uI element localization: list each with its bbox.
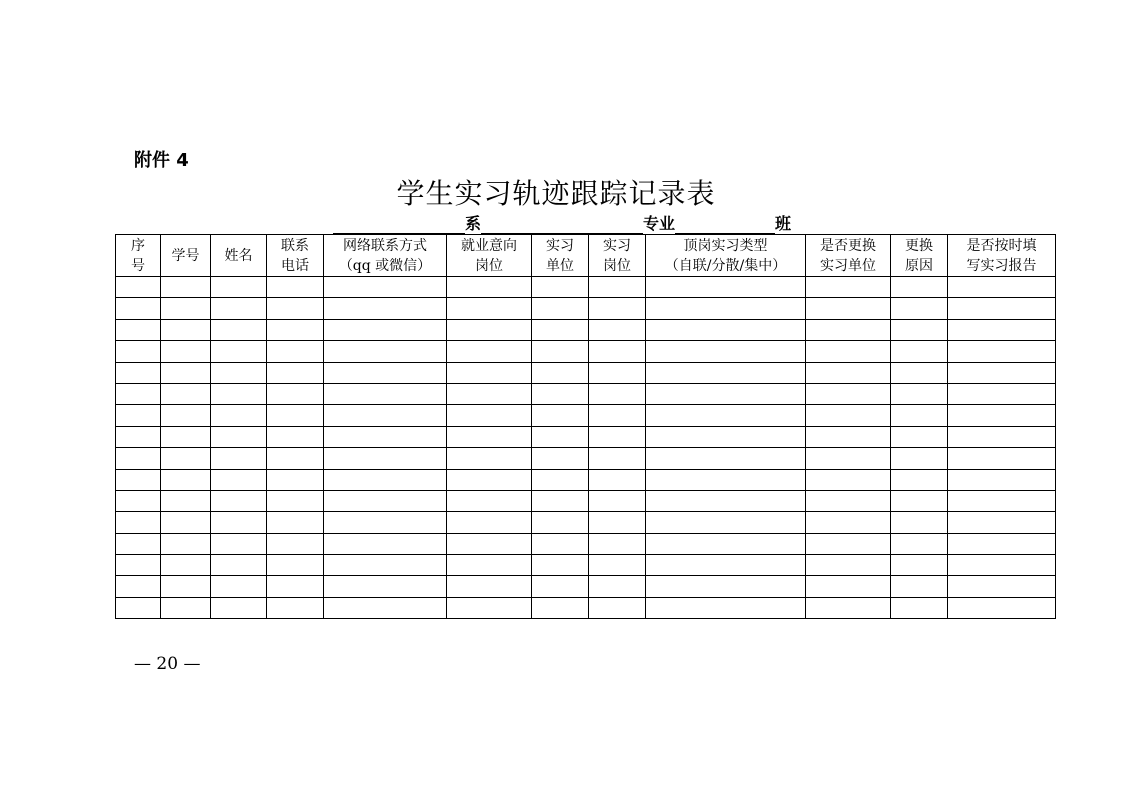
table-cell[interactable] bbox=[116, 341, 161, 362]
table-cell[interactable] bbox=[267, 469, 324, 490]
table-cell[interactable] bbox=[116, 405, 161, 426]
department-label: 系 bbox=[465, 214, 482, 233]
table-cell[interactable] bbox=[589, 597, 646, 618]
header-internship-unit: 实习 单位 bbox=[532, 235, 589, 277]
department-blank[interactable] bbox=[333, 215, 465, 234]
table-cell[interactable] bbox=[948, 405, 1056, 426]
table-cell[interactable] bbox=[532, 383, 589, 404]
table-cell[interactable] bbox=[447, 469, 532, 490]
table-cell[interactable] bbox=[891, 405, 948, 426]
table-cell[interactable] bbox=[267, 426, 324, 447]
table-cell[interactable] bbox=[806, 490, 891, 511]
table-row bbox=[116, 448, 1056, 469]
table-cell[interactable] bbox=[891, 298, 948, 319]
table-cell[interactable] bbox=[532, 341, 589, 362]
header-student-id: 学号 bbox=[161, 235, 211, 277]
table-cell[interactable] bbox=[646, 277, 806, 298]
table-cell[interactable] bbox=[447, 597, 532, 618]
header-online-contact: 网络联系方式 （qq 或微信） bbox=[324, 235, 447, 277]
table-row bbox=[116, 490, 1056, 511]
table-cell[interactable] bbox=[267, 555, 324, 576]
table-cell[interactable] bbox=[646, 490, 806, 511]
table-cell[interactable] bbox=[211, 490, 267, 511]
table-cell[interactable] bbox=[806, 469, 891, 490]
table-cell[interactable] bbox=[211, 426, 267, 447]
table-cell[interactable] bbox=[891, 576, 948, 597]
table-cell[interactable] bbox=[948, 555, 1056, 576]
table-cell[interactable] bbox=[267, 341, 324, 362]
class-blank[interactable] bbox=[675, 215, 775, 234]
table-cell[interactable] bbox=[211, 469, 267, 490]
table-cell[interactable] bbox=[948, 426, 1056, 447]
table-row bbox=[116, 362, 1056, 383]
table-cell[interactable] bbox=[211, 298, 267, 319]
table-cell[interactable] bbox=[891, 533, 948, 554]
table-row bbox=[116, 512, 1056, 533]
table-cell[interactable] bbox=[806, 448, 891, 469]
table-cell[interactable] bbox=[211, 405, 267, 426]
table-cell[interactable] bbox=[324, 512, 447, 533]
table-cell[interactable] bbox=[891, 490, 948, 511]
table-cell[interactable] bbox=[646, 448, 806, 469]
header-name: 姓名 bbox=[211, 235, 267, 277]
table-cell[interactable] bbox=[646, 405, 806, 426]
table-cell[interactable] bbox=[589, 405, 646, 426]
table-cell[interactable] bbox=[116, 277, 161, 298]
table-cell[interactable] bbox=[806, 298, 891, 319]
table-cell[interactable] bbox=[589, 319, 646, 340]
table-row bbox=[116, 405, 1056, 426]
header-internship-type: 顶岗实习类型 （自联/分散/集中） bbox=[646, 235, 806, 277]
table-cell[interactable] bbox=[116, 512, 161, 533]
table-cell[interactable] bbox=[806, 597, 891, 618]
table-cell[interactable] bbox=[891, 319, 948, 340]
table-cell[interactable] bbox=[267, 298, 324, 319]
header-internship-position: 实习 岗位 bbox=[589, 235, 646, 277]
table-cell[interactable] bbox=[589, 555, 646, 576]
table-cell[interactable] bbox=[589, 341, 646, 362]
table-cell[interactable] bbox=[116, 319, 161, 340]
table-cell[interactable] bbox=[806, 533, 891, 554]
table-cell[interactable] bbox=[948, 448, 1056, 469]
table-cell[interactable] bbox=[211, 555, 267, 576]
table-cell[interactable] bbox=[948, 597, 1056, 618]
table-cell[interactable] bbox=[116, 426, 161, 447]
table-cell[interactable] bbox=[324, 533, 447, 554]
table-cell[interactable] bbox=[646, 555, 806, 576]
table-cell[interactable] bbox=[891, 277, 948, 298]
table-cell[interactable] bbox=[267, 362, 324, 383]
table-cell[interactable] bbox=[646, 576, 806, 597]
table-cell[interactable] bbox=[447, 512, 532, 533]
table-cell[interactable] bbox=[267, 490, 324, 511]
table-cell[interactable] bbox=[161, 555, 211, 576]
table-cell[interactable] bbox=[267, 277, 324, 298]
table-row bbox=[116, 576, 1056, 597]
attachment-label: 附件 4 bbox=[134, 150, 189, 171]
table-cell[interactable] bbox=[532, 319, 589, 340]
table-cell[interactable] bbox=[267, 319, 324, 340]
table-cell[interactable] bbox=[161, 426, 211, 447]
table-cell[interactable] bbox=[324, 405, 447, 426]
table-cell[interactable] bbox=[324, 298, 447, 319]
table-cell[interactable] bbox=[447, 362, 532, 383]
table-cell[interactable] bbox=[806, 426, 891, 447]
table-row bbox=[116, 533, 1056, 554]
table-cell[interactable] bbox=[161, 319, 211, 340]
table-cell[interactable] bbox=[532, 533, 589, 554]
table-row bbox=[116, 277, 1056, 298]
table-row bbox=[116, 555, 1056, 576]
table-cell[interactable] bbox=[211, 448, 267, 469]
table-body bbox=[116, 277, 1056, 619]
table-cell[interactable] bbox=[891, 469, 948, 490]
table-cell[interactable] bbox=[267, 576, 324, 597]
table-cell[interactable] bbox=[948, 512, 1056, 533]
table-cell[interactable] bbox=[646, 341, 806, 362]
table-cell[interactable] bbox=[806, 341, 891, 362]
table-cell[interactable] bbox=[447, 319, 532, 340]
table-cell[interactable] bbox=[324, 469, 447, 490]
table-cell[interactable] bbox=[806, 277, 891, 298]
table-cell[interactable] bbox=[161, 597, 211, 618]
table-cell[interactable] bbox=[161, 383, 211, 404]
major-label: 专业 bbox=[643, 214, 676, 233]
table-row bbox=[116, 341, 1056, 362]
table-cell[interactable] bbox=[646, 426, 806, 447]
table-cell[interactable] bbox=[211, 533, 267, 554]
table-cell[interactable] bbox=[806, 319, 891, 340]
table-cell[interactable] bbox=[948, 383, 1056, 404]
table-cell[interactable] bbox=[532, 555, 589, 576]
table-cell[interactable] bbox=[116, 469, 161, 490]
table-cell[interactable] bbox=[589, 362, 646, 383]
table-cell[interactable] bbox=[589, 533, 646, 554]
table-cell[interactable] bbox=[324, 383, 447, 404]
table-row bbox=[116, 469, 1056, 490]
table-cell[interactable] bbox=[116, 555, 161, 576]
table-cell[interactable] bbox=[948, 533, 1056, 554]
table-cell[interactable] bbox=[161, 576, 211, 597]
table-cell[interactable] bbox=[532, 277, 589, 298]
table-cell[interactable] bbox=[447, 405, 532, 426]
table-cell[interactable] bbox=[646, 298, 806, 319]
table-cell[interactable] bbox=[891, 341, 948, 362]
table-cell[interactable] bbox=[646, 383, 806, 404]
table-cell[interactable] bbox=[267, 405, 324, 426]
table-row bbox=[116, 319, 1056, 340]
table-cell[interactable] bbox=[116, 448, 161, 469]
table-header-row bbox=[116, 235, 1056, 277]
table-row bbox=[116, 426, 1056, 447]
table-cell[interactable] bbox=[948, 298, 1056, 319]
table-cell[interactable] bbox=[116, 362, 161, 383]
table-cell[interactable] bbox=[447, 448, 532, 469]
table-cell[interactable] bbox=[161, 341, 211, 362]
table-cell[interactable] bbox=[806, 383, 891, 404]
table-cell[interactable] bbox=[646, 597, 806, 618]
table-cell[interactable] bbox=[447, 533, 532, 554]
table-cell[interactable] bbox=[891, 426, 948, 447]
table-cell[interactable] bbox=[806, 555, 891, 576]
table-cell[interactable] bbox=[532, 298, 589, 319]
table-cell[interactable] bbox=[161, 469, 211, 490]
table-cell[interactable] bbox=[532, 576, 589, 597]
table-cell[interactable] bbox=[447, 383, 532, 404]
table-cell[interactable] bbox=[324, 597, 447, 618]
header-serial-number: 序 号 bbox=[116, 235, 161, 277]
table-cell[interactable] bbox=[948, 362, 1056, 383]
table-cell[interactable] bbox=[948, 319, 1056, 340]
table-cell[interactable] bbox=[324, 426, 447, 447]
table-cell[interactable] bbox=[267, 533, 324, 554]
table-cell[interactable] bbox=[116, 298, 161, 319]
table-cell[interactable] bbox=[589, 448, 646, 469]
table-cell[interactable] bbox=[447, 426, 532, 447]
table-cell[interactable] bbox=[589, 469, 646, 490]
tracking-record-table bbox=[115, 234, 1056, 619]
table-cell[interactable] bbox=[589, 576, 646, 597]
table-cell[interactable] bbox=[161, 298, 211, 319]
table-row bbox=[116, 298, 1056, 319]
table-cell[interactable] bbox=[161, 362, 211, 383]
table-cell[interactable] bbox=[948, 576, 1056, 597]
table-cell[interactable] bbox=[211, 597, 267, 618]
table-cell[interactable] bbox=[267, 597, 324, 618]
table-cell[interactable] bbox=[891, 597, 948, 618]
table-cell[interactable] bbox=[324, 555, 447, 576]
table-cell[interactable] bbox=[532, 469, 589, 490]
table-cell[interactable] bbox=[589, 383, 646, 404]
page-number: — 20 — bbox=[134, 654, 201, 674]
table-row bbox=[116, 383, 1056, 404]
table-cell[interactable] bbox=[948, 341, 1056, 362]
table-cell[interactable] bbox=[447, 576, 532, 597]
table-cell[interactable] bbox=[211, 383, 267, 404]
table-cell[interactable] bbox=[589, 490, 646, 511]
table-cell[interactable] bbox=[532, 490, 589, 511]
table-cell[interactable] bbox=[589, 277, 646, 298]
table-cell[interactable] bbox=[589, 426, 646, 447]
table-row bbox=[116, 597, 1056, 618]
table-cell[interactable] bbox=[161, 448, 211, 469]
page-title: 学生实习轨迹跟踪记录表 bbox=[396, 177, 716, 210]
table-cell[interactable] bbox=[211, 319, 267, 340]
header-career-intention: 就业意向 岗位 bbox=[447, 235, 532, 277]
table-cell[interactable] bbox=[806, 512, 891, 533]
table-cell[interactable] bbox=[891, 448, 948, 469]
table-cell[interactable] bbox=[211, 512, 267, 533]
table-cell[interactable] bbox=[447, 277, 532, 298]
table-cell[interactable] bbox=[646, 469, 806, 490]
table-cell[interactable] bbox=[948, 490, 1056, 511]
table-cell[interactable] bbox=[806, 362, 891, 383]
table-cell[interactable] bbox=[806, 405, 891, 426]
table-cell[interactable] bbox=[447, 555, 532, 576]
major-blank[interactable] bbox=[481, 215, 643, 234]
class-label: 班 bbox=[775, 214, 792, 233]
table-cell[interactable] bbox=[532, 512, 589, 533]
table-cell[interactable] bbox=[891, 512, 948, 533]
header-report-on-time: 是否按时填 写实习报告 bbox=[948, 235, 1056, 277]
table-cell[interactable] bbox=[447, 341, 532, 362]
table-cell[interactable] bbox=[324, 362, 447, 383]
table-cell[interactable] bbox=[324, 490, 447, 511]
table-cell[interactable] bbox=[211, 277, 267, 298]
table-cell[interactable] bbox=[646, 512, 806, 533]
table-cell[interactable] bbox=[532, 448, 589, 469]
department-major-class-line bbox=[333, 212, 791, 234]
table-cell[interactable] bbox=[532, 362, 589, 383]
header-phone: 联系 电话 bbox=[267, 235, 324, 277]
table-cell[interactable] bbox=[646, 362, 806, 383]
table-cell[interactable] bbox=[211, 576, 267, 597]
table-cell[interactable] bbox=[447, 298, 532, 319]
table-cell[interactable] bbox=[532, 405, 589, 426]
table-cell[interactable] bbox=[324, 277, 447, 298]
table-cell[interactable] bbox=[267, 448, 324, 469]
table-cell[interactable] bbox=[324, 576, 447, 597]
table-cell[interactable] bbox=[116, 597, 161, 618]
table-cell[interactable] bbox=[646, 533, 806, 554]
table-cell[interactable] bbox=[532, 426, 589, 447]
table-cell[interactable] bbox=[161, 512, 211, 533]
table-cell[interactable] bbox=[211, 362, 267, 383]
table-cell[interactable] bbox=[324, 448, 447, 469]
table-cell[interactable] bbox=[161, 490, 211, 511]
table-cell[interactable] bbox=[948, 277, 1056, 298]
table-cell[interactable] bbox=[161, 405, 211, 426]
table-cell[interactable] bbox=[211, 341, 267, 362]
table-cell[interactable] bbox=[891, 555, 948, 576]
table-cell[interactable] bbox=[324, 341, 447, 362]
table-cell[interactable] bbox=[948, 469, 1056, 490]
header-change-reason: 更换 原因 bbox=[891, 235, 948, 277]
table-cell[interactable] bbox=[267, 512, 324, 533]
table-cell[interactable] bbox=[161, 277, 211, 298]
table-cell[interactable] bbox=[447, 490, 532, 511]
table-cell[interactable] bbox=[267, 383, 324, 404]
table-cell[interactable] bbox=[116, 490, 161, 511]
table-cell[interactable] bbox=[891, 362, 948, 383]
table-cell[interactable] bbox=[589, 512, 646, 533]
table-cell[interactable] bbox=[116, 576, 161, 597]
table-cell[interactable] bbox=[116, 383, 161, 404]
table-cell[interactable] bbox=[806, 576, 891, 597]
table-cell[interactable] bbox=[324, 319, 447, 340]
header-changed-unit: 是否更换 实习单位 bbox=[806, 235, 891, 277]
table-cell[interactable] bbox=[161, 533, 211, 554]
table-cell[interactable] bbox=[532, 597, 589, 618]
table-cell[interactable] bbox=[646, 319, 806, 340]
table-cell[interactable] bbox=[589, 298, 646, 319]
table-cell[interactable] bbox=[891, 383, 948, 404]
table-cell[interactable] bbox=[116, 533, 161, 554]
